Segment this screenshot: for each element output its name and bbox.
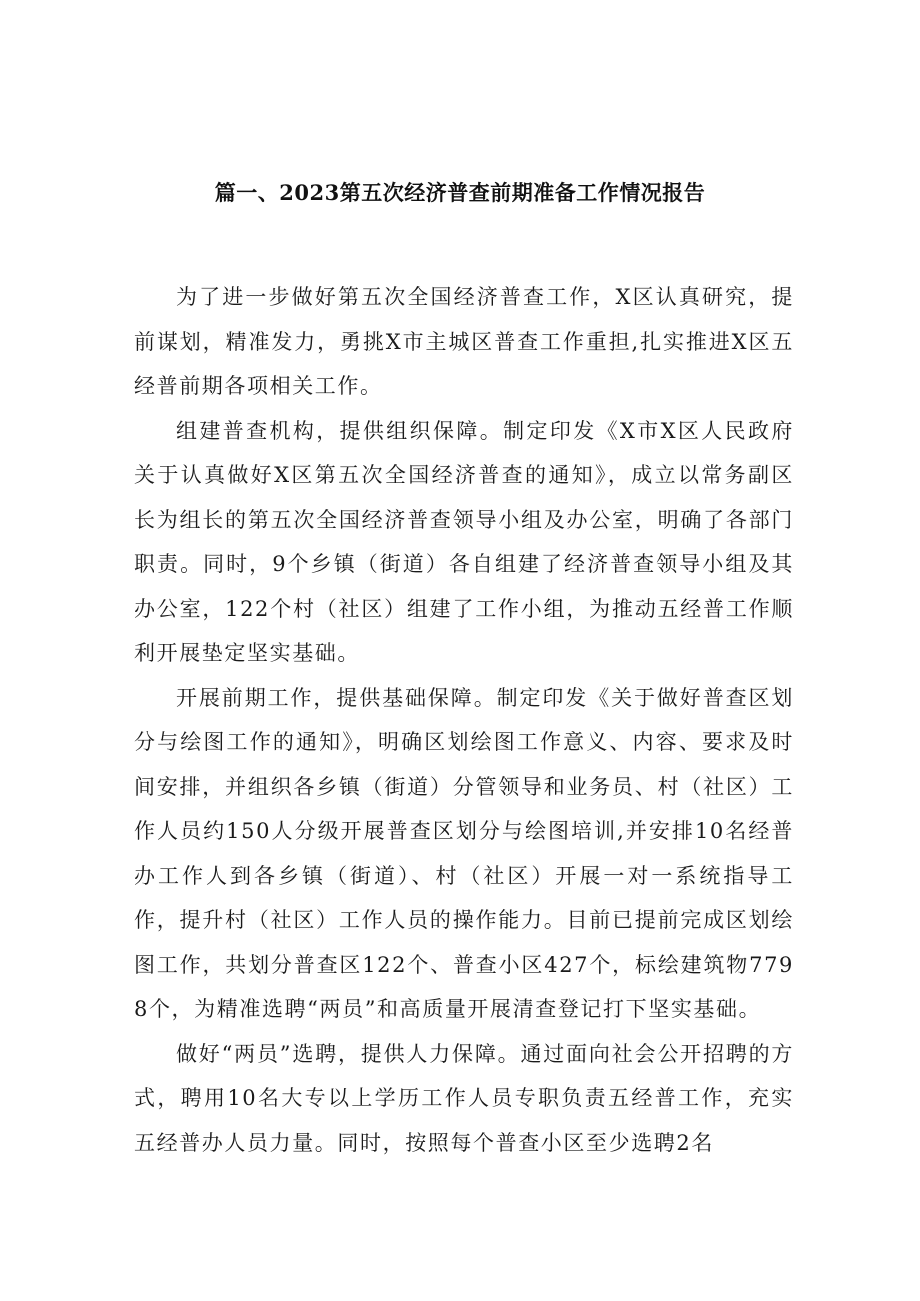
document-body: [134, 275, 794, 1165]
paragraph-staff-recruitment: 做好“两员”选聘，提供人力保障。通过面向社会公开招聘的方式，聘用10名大专以上学历工作人员专职负责五经普工作，充实五经普办人员力量。同时，按照每个普查小区至少选聘2名: [134, 1041, 794, 1155]
document-title: 篇一、2023第五次经济普查前期准备工作情况报告: [214, 180, 706, 205]
paragraph-organization: 组建普查机构，提供组织保障。制定印发《X市X区人民政府关于认真做好X区第五次全国经济普查的通知》，成立以常务副区长为组长的第五次全国经济普查领导小组及办公室，明确了各部门职责。同时，9个乡镇（街道）各自组建了经济普查领导小组及其办公室，122个村（社区）组建了工作小组，为推动五经普工作顺利开展垫定坚实基础。: [134, 418, 794, 665]
paragraph-preliminary-work: 开展前期工作，提供基础保障。制定印发《关于做好普查区划分与绘图工作的通知》，明确区划绘图工作意义、内容、要求及时间安排，并组织各乡镇（街道）分管领导和业务员、村（社区）工作人员约150人分级开展普查区划分与绘图培训,并安排10名经普办工作人到各乡镇（街道）、村（社区）开展一对一系统指导工作，提升村（社区）工作人员的操作能力。目前已提前完成区划绘图工作，共划分普查区122个、普查小区427个，标绘建筑物7798个，为精准选聘“两员”和高质量开展清查登记打下坚实基础。: [134, 685, 794, 1021]
paragraph-intro: 为了进一步做好第五次全国经济普查工作，X区认真研究，提前谋划，精准发力，勇挑X市主城区普查工作重担,扎实推进X区五经普前期各项相关工作。: [134, 285, 794, 398]
